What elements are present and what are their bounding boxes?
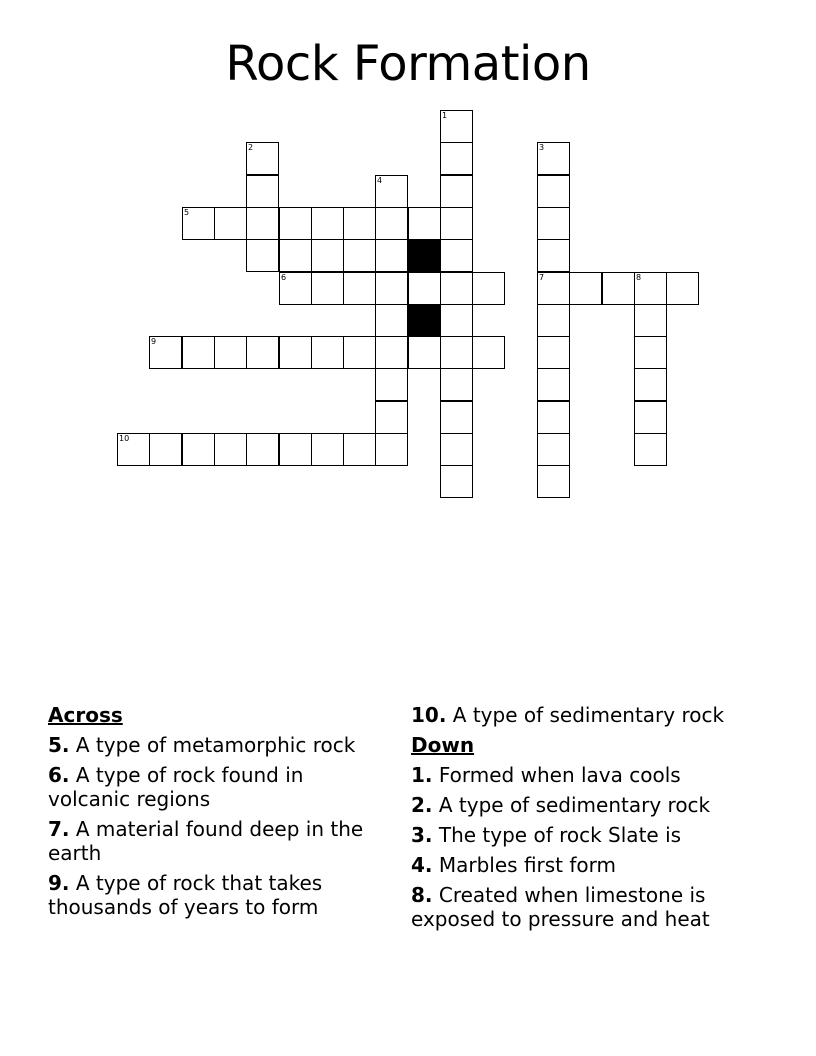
grid-cell[interactable] — [634, 401, 667, 434]
grid-cell[interactable] — [472, 336, 505, 369]
grid-cell[interactable] — [472, 272, 505, 305]
clue-number: 1. — [411, 763, 433, 787]
grid-cell[interactable] — [569, 272, 602, 305]
grid-cell[interactable] — [117, 433, 150, 466]
clues-column-right — [411, 703, 771, 937]
clue-text: A type of sedimentary rock — [452, 703, 725, 727]
grid-cell[interactable] — [634, 304, 667, 337]
grid-cell[interactable] — [343, 336, 376, 369]
clue-number: 6. — [48, 763, 70, 787]
grid-cell[interactable] — [246, 239, 279, 272]
clue-down-2 — [411, 793, 771, 817]
down-heading: Down — [411, 733, 475, 757]
clue-down-3 — [411, 823, 771, 847]
grid-cell[interactable] — [279, 239, 312, 272]
clue-number: 5. — [48, 733, 70, 757]
grid-cell[interactable] — [440, 304, 473, 337]
grid-cell[interactable] — [343, 239, 376, 272]
clue-down-8 — [411, 883, 771, 931]
cell-number: 4 — [377, 176, 383, 185]
grid-cell[interactable] — [246, 175, 279, 208]
grid-cell[interactable] — [440, 272, 473, 305]
clue-text: Marbles first form — [438, 853, 617, 877]
clue-down-4 — [411, 853, 771, 877]
clue-text: A type of rock that takes thousands of years to form — [48, 871, 323, 919]
puzzle-title: Rock Formation — [225, 36, 591, 92]
grid-cell[interactable] — [537, 207, 570, 240]
grid-cell[interactable] — [440, 336, 473, 369]
grid-cell[interactable] — [537, 336, 570, 369]
across-heading: Across — [48, 703, 123, 727]
grid-cell[interactable] — [279, 433, 312, 466]
grid-cell[interactable] — [408, 336, 441, 369]
grid-cell[interactable] — [214, 207, 247, 240]
grid-cell[interactable] — [440, 110, 473, 143]
grid-cell[interactable] — [343, 272, 376, 305]
grid-cell[interactable] — [634, 336, 667, 369]
cell-number: 9 — [151, 337, 157, 346]
grid-cell[interactable] — [279, 272, 312, 305]
clue-number: 9. — [48, 871, 70, 895]
grid-cell[interactable] — [311, 207, 344, 240]
grid-cell[interactable] — [149, 433, 182, 466]
clue-across-6 — [48, 763, 368, 811]
grid-cell[interactable] — [537, 239, 570, 272]
cell-number: 8 — [636, 273, 642, 282]
grid-cell[interactable] — [246, 142, 279, 175]
grid-cell[interactable] — [634, 272, 667, 305]
grid-cell[interactable] — [214, 336, 247, 369]
grid-cell[interactable] — [440, 368, 473, 401]
cell-number: 7 — [539, 273, 545, 282]
clue-text: Created when limestone is exposed to pressure and heat — [411, 883, 710, 931]
grid-cell[interactable] — [537, 465, 570, 498]
clue-across-7 — [48, 817, 368, 865]
cell-number: 10 — [119, 434, 130, 443]
grid-cell[interactable] — [214, 433, 247, 466]
grid-cell[interactable] — [440, 239, 473, 272]
grid-cell[interactable] — [440, 433, 473, 466]
grid-cell[interactable] — [408, 272, 441, 305]
grid-cell[interactable] — [311, 239, 344, 272]
clue-number: 10. — [411, 703, 447, 727]
blocked-cell — [408, 239, 441, 272]
grid-cell[interactable] — [440, 465, 473, 498]
grid-cell[interactable] — [182, 207, 215, 240]
grid-cell[interactable] — [375, 401, 408, 434]
grid-cell[interactable] — [375, 304, 408, 337]
grid-cell[interactable] — [602, 272, 635, 305]
clue-number: 3. — [411, 823, 433, 847]
clue-text: A type of rock found in volcanic regions — [48, 763, 304, 811]
cell-number: 1 — [442, 111, 448, 120]
grid-cell[interactable] — [408, 207, 441, 240]
cell-number: 3 — [539, 143, 545, 152]
clue-text: The type of rock Slate is — [438, 823, 682, 847]
blocked-cell — [408, 304, 441, 337]
grid-cell[interactable] — [375, 433, 408, 466]
grid-cell[interactable] — [343, 433, 376, 466]
grid-cell[interactable] — [537, 175, 570, 208]
clue-text: A material found deep in the earth — [48, 817, 364, 865]
cell-number: 2 — [248, 143, 254, 152]
clue-across-5 — [48, 733, 368, 757]
grid-cell[interactable] — [375, 207, 408, 240]
grid-cell[interactable] — [634, 368, 667, 401]
grid-cell[interactable] — [279, 336, 312, 369]
clue-number: 2. — [411, 793, 433, 817]
clue-across-9 — [48, 871, 368, 919]
clue-number: 4. — [411, 853, 433, 877]
grid-cell[interactable] — [149, 336, 182, 369]
clue-text: Formed when lava cools — [438, 763, 681, 787]
grid-cell[interactable] — [537, 272, 570, 305]
grid-cell[interactable] — [375, 175, 408, 208]
grid-cell[interactable] — [440, 142, 473, 175]
cell-number: 5 — [184, 208, 190, 217]
grid-cell[interactable] — [375, 272, 408, 305]
grid-cell[interactable] — [246, 433, 279, 466]
grid-cell[interactable] — [634, 433, 667, 466]
grid-cell[interactable] — [537, 142, 570, 175]
clue-number: 7. — [48, 817, 70, 841]
cell-number: 6 — [281, 273, 287, 282]
grid-cell[interactable] — [375, 336, 408, 369]
grid-cell[interactable] — [537, 433, 570, 466]
grid-cell[interactable] — [182, 336, 215, 369]
grid-cell[interactable] — [537, 304, 570, 337]
grid-cell[interactable] — [182, 433, 215, 466]
grid-cell[interactable] — [375, 368, 408, 401]
grid-cell[interactable] — [311, 272, 344, 305]
crossword-grid — [0, 0, 816, 520]
grid-cell[interactable] — [246, 336, 279, 369]
grid-cell[interactable] — [440, 401, 473, 434]
clue-text: A type of metamorphic rock — [75, 733, 356, 757]
grid-cell[interactable] — [537, 401, 570, 434]
clue-across-10 — [411, 703, 771, 727]
grid-cell[interactable] — [279, 207, 312, 240]
grid-cell[interactable] — [343, 207, 376, 240]
grid-cell[interactable] — [311, 336, 344, 369]
clue-down-1 — [411, 763, 771, 787]
clue-number: 8. — [411, 883, 433, 907]
grid-cell[interactable] — [440, 175, 473, 208]
grid-cell[interactable] — [311, 433, 344, 466]
clues-column-left — [48, 703, 368, 925]
clue-text: A type of sedimentary rock — [438, 793, 711, 817]
grid-cell[interactable] — [375, 239, 408, 272]
grid-cell[interactable] — [537, 368, 570, 401]
grid-cell[interactable] — [666, 272, 699, 305]
grid-cell[interactable] — [440, 207, 473, 240]
grid-cell[interactable] — [246, 207, 279, 240]
